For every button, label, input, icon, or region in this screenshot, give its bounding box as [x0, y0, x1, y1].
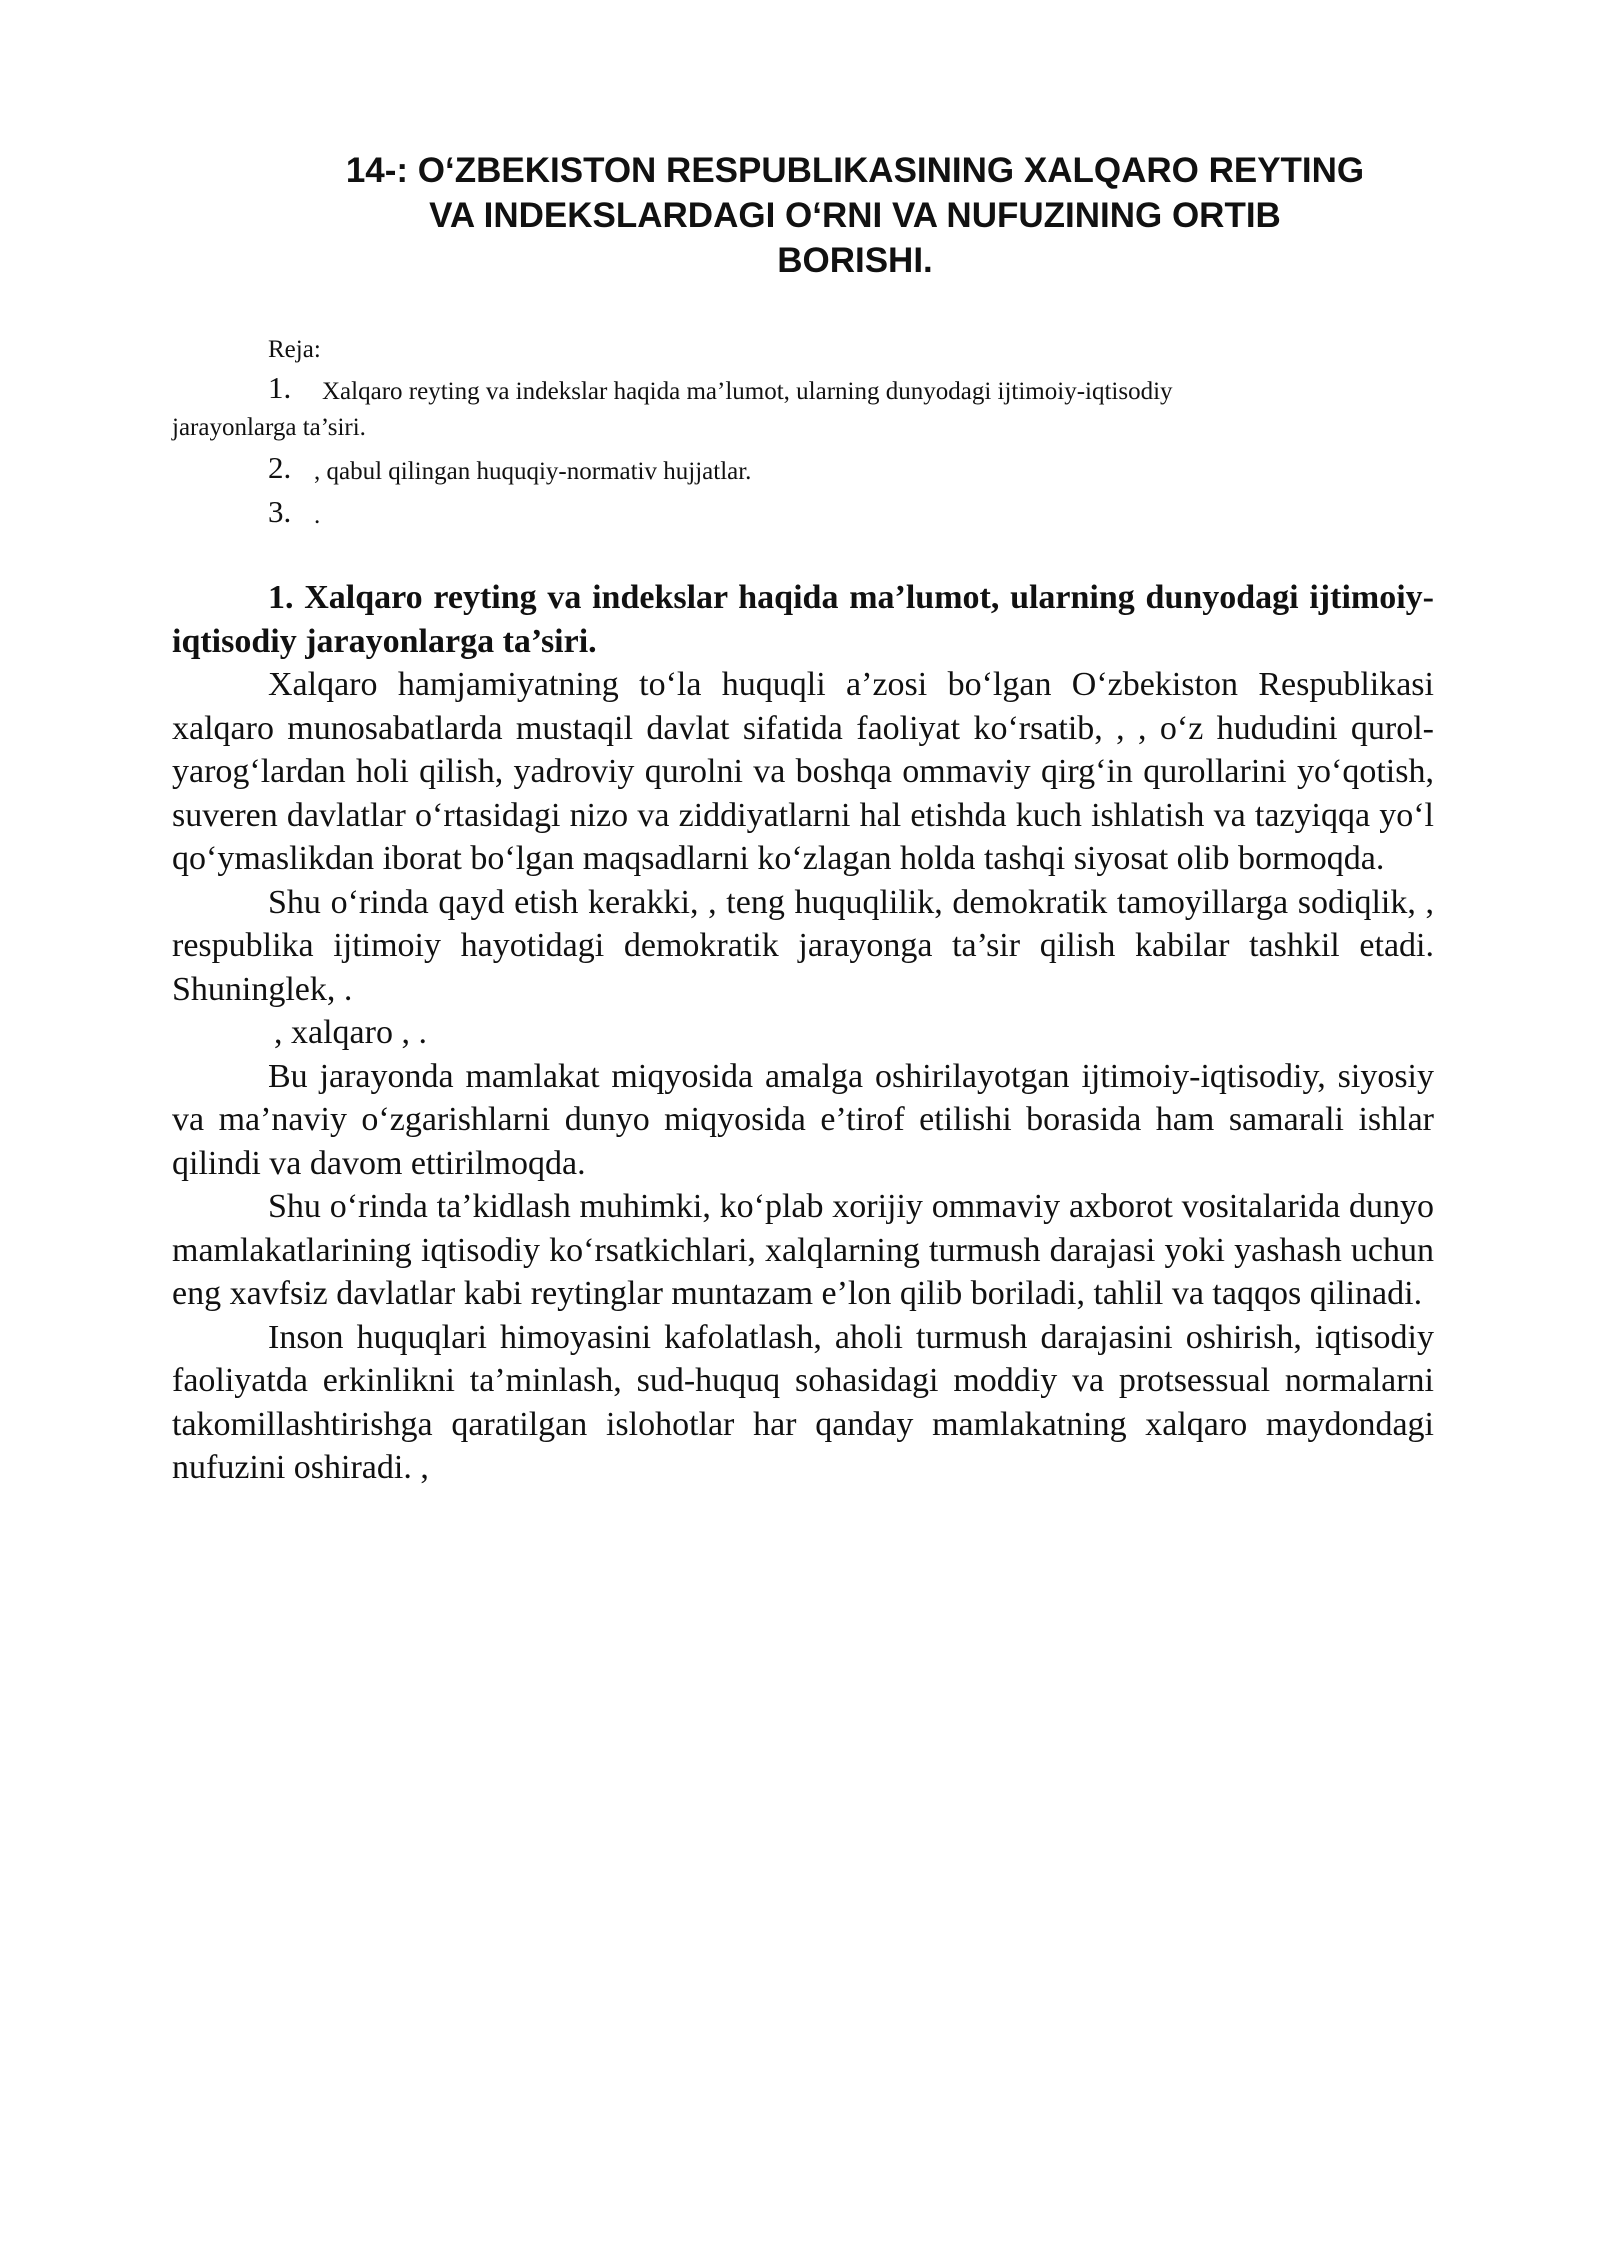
document-title	[282, 148, 1428, 283]
title-line: VA INDEKSLARDAGI O‘RNI VA NUFUZINING ORTIB	[429, 196, 1281, 235]
plan-item-number: 2.	[268, 450, 292, 485]
plan-item-number: 1.	[268, 370, 292, 405]
body-paragraph: Inson huquqlari himoyasini kafolatlash, aholi turmush darajasini oshirish, iqtisodiy faoliyatda erkinlikni ta’minlash, sud-huquq sohasidagi moddiy va protsessual normalarni takomillashtirishga qaratilgan islohotlar har qanday mamlakatning xalqaro maydondagi nufuzini oshiradi. ,	[172, 1318, 1434, 1486]
body-paragraph: Shu o‘rinda qayd etish kerakki, , teng huquqlilik, demokratik tamoyillarga sodiqlik, , respublika ijtimoiy hayotidagi demokratik jarayonga ta’sir qilish kabilar tashkil etadi. Shuninglek, .	[172, 883, 1434, 1008]
plan-item	[172, 496, 1432, 536]
plan-item	[172, 372, 1432, 448]
section-heading: 1. Xalqaro reyting va indekslar haqida ma’lumot, ularning dunyodagi ijtimoiy-iqtisodiy jarayonlarga ta’siri.	[172, 579, 1434, 660]
body-paragraph: Bu jarayonda mamlakat miqyosida amalga oshirilayotgan ijtimoiy-iqtisodiy, siyosiy va ma’naviy o‘zgarishlarni dunyo miqyosida e’tirof etilishi borasida ham samarali ishlar qilindi va davom ettirilmoqda.	[172, 1057, 1434, 1182]
title-line: 14-: O‘ZBEKISTON RESPUBLIKASINING XALQARO REYTING	[345, 151, 1365, 190]
plan-item-text: jarayonlarga ta’siri.	[172, 414, 366, 441]
section-body	[172, 576, 1434, 1490]
plan-label: Reja:	[268, 336, 321, 363]
body-paragraph: Shu o‘rinda ta’kidlash muhimki, ko‘plab xorijiy ommaviy axborot vositalarida dunyo mamlakatlarining iqtisodiy ko‘rsatkichlari, xalqlarning turmush darajasi yoki yashash uchun eng xavfsiz davlatlar kabi reytinglar muntazam e’lon qilib boriladi, tahlil va taqqos qilinadi.	[172, 1188, 1434, 1312]
body-paragraph: , xalqaro , .	[274, 1014, 427, 1051]
body-paragraph: Xalqaro hamjamiyatning to‘la huquqli a’zosi bo‘lgan O‘zbekiston Respublikasi xalqaro munosabatlarda mustaqil davlat sifatida faoliyat ko‘rsatib, , , o‘z hududini qurol-yarog‘lardan holi qilish, yadroviy qurolni va boshqa ommaviy qirg‘in qurollarini yo‘qotish, suveren davlatlar o‘rtasidagi nizo va ziddiyatlarni hal etishda kuch ishlatish va tazyiqqa yo‘l qo‘ymaslikdan iborat bo‘lgan maqsadlarni ko‘zlagan holda tashqi siyosat olib bormoqda.	[172, 666, 1434, 877]
title-line: BORISHI.	[777, 241, 933, 280]
plan-item-text: , qabul qilingan huquqiy-normativ hujjatlar.	[314, 458, 752, 485]
plan-item	[172, 452, 1432, 492]
plan-item-text: .	[314, 502, 321, 529]
plan-item-text: Xalqaro reyting va indekslar haqida ma’lumot, ularning dunyodagi ijtimoiy-iqtisodiy	[322, 378, 1173, 405]
plan-item-number: 3.	[268, 494, 292, 529]
